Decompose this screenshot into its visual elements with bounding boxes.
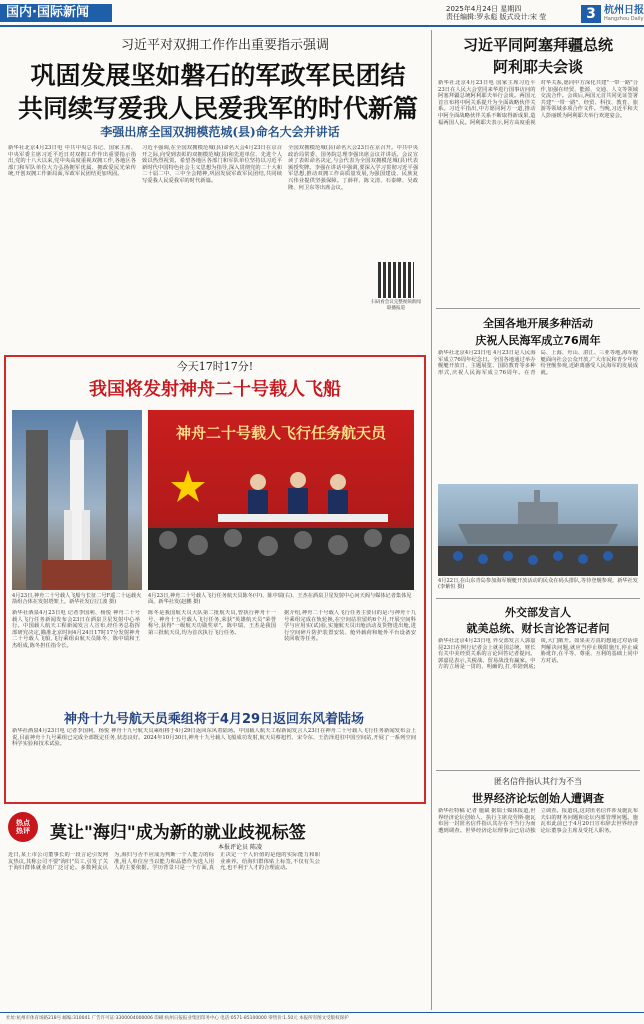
lead-subtitle: 李强出席全国双拥模范城(县)命名大会并讲话 [100,125,340,139]
r3-title-line1: 外交部发言人 [505,606,571,619]
r2-title-line1: 全国各地开展多种活动 [483,317,593,330]
shenzhou-body-col3: 据介绍,神舟二十号载人飞行任务主要目的是:与神舟十九号乘组完成在轨轮换,在空间站驻留约6个月,开展空间科学与应用实(试)验,实施航天员出舱活动及货物进出舱,进行空间碎片防护装置安装、舱外载荷和舱外平台设备安装回收等任务。 [284,610,416,643]
lead-body-col2: 习近平强调,在全国双拥模范城(县)命名大会4月23日在京召开之际,向受到表彰的双拥模范城(县)和先进单位、先进个人致以热烈祝贺。希望各地区各部门和军队单位坚持以习近平新时代中国特色社会主义思想为指导,深入贯彻党的二十大和二十届二中、三中全会精神,巩固发展军政军民团结,共同续写爱我人民爱我军的时代新篇。 [142,145,282,184]
r4-body: 新华社特稿 记者 施斌 据瑞士媒体报道,世界经济论坛创始人、执行主席克劳斯·施瓦布因一封匿名信件指认其存在不当行为而遭到调查。世界经济论坛理事会已启动独立调查。报道说,这封匿名信件涉及施瓦布夫妇的财务问题和论坛内部管理问题。施瓦布此前已于4月20日宣布辞去世界经济论坛董事会主席及受托人职务。 [438,808,638,834]
page-footer: 社址:杭州市体育场路218号 邮编:310041 广告许可证:3300004000006 印刷:杭州日报报业集团印务中心 电话:0571-85100000 零售价:1.50元 本报所有图文受版权保护 [0,1012,644,1024]
page-number: 3 [581,5,601,23]
navy-photo [438,484,638,576]
haigui-title: 莫让"海归"成为新的就业歧视标签 [50,823,306,843]
rocket-photo [12,410,142,590]
qr-code[interactable] [378,262,414,298]
r3-body: 新华社北京4月23日电 外交部发言人郭嘉昆23日在例行记者会上就美国总统、财长有关中美经贸关系的言论回答记者提问。郭嘉昆表示,关税战、贸易战没有赢家。中方的立场是一贯的、明确的,打,奉陪到底;谈,大门敞开。如果美方真的想通过对话谈判解决问题,就应当停止极限施压,停止威胁讹诈,在平等、尊重、互利的基础上同中方对话。 [438,638,638,671]
astronaut-meeting-photo [148,410,414,590]
shenzhou-body-col2: 陈冬是我国航天员大队第二批航天员,曾执行神舟十一号、神舟十五号载人飞行任务,荣获"英雄航天员"荣誉称号,获得"一级航天功勋奖章"。陈中瑞、王杰是我国第三批航天员,均为首次执行飞行任务。 [148,610,276,636]
lead-title-line2: 共同续写爱我人民爱我军的时代新篇 [17,94,418,123]
header-rule [0,25,644,27]
rocket-photo-caption: 4月23日,神舟二十号载人飞船与长征二号F遥二十运载火箭组合体在发射塔架上。新华社发(汪江波 摄) [12,593,142,606]
header-editors: 责任编辑:罗永彪 版式设计:宋 莹 [446,13,547,21]
r1-divider [436,308,640,309]
page-header [0,0,644,24]
hot-commentary-badge: 热点 热评 [8,812,38,842]
haigui-byline: 本报评论员 陈凌 [218,844,262,851]
shenzhou-kicker: 今天17时17分! [176,360,254,373]
lead-body-col3: 全国双拥模范城(县)命名大会23日在京召开。中共中央政治局常委、国务院总理李强出席会议并讲话。会议宣读了表彰命名决定,与会代表为全国双拥模范城(县)代表颁授奖牌。李强在讲话中强调,要深入学习贯彻习近平强军思想,推动双拥工作高质量发展,为强国建设、民族复兴伟业提供坚强保障。丁薛祥、陈文清、石泰峰、吴政隆、何卫东等出席会议。 [288,145,418,191]
r1-title-line2: 阿利耶夫会谈 [492,58,583,76]
r3-divider [436,770,640,771]
column-divider [431,30,432,1010]
r1-body: 新华社北京4月23日电 国家主席习近平23日在人民大会堂同来华进行国事访问的阿塞拜疆总统阿利耶夫举行会谈。两国元首宣布将中阿关系提升为全面战略伙伴关系。习近平指出,中方愿同阿方一道,推动中阿全面战略伙伴关系不断取得新成果,造福两国人民。阿利耶夫表示,阿方高度重视对华关系,愿同中方深化共建"一带一路"合作,加强在经贸、能源、交通、人文等领域交流合作。会谈后,两国元首共同见证签署共建"一带一路"、经贸、科技、教育、旅游等领域多项合作文件。当晚,习近平和夫人彭丽媛为阿利耶夫举行欢迎宴会。 [438,80,638,126]
r4-title: 世界经济论坛创始人遭调查 [472,792,604,805]
navy-photo-caption: 4月22日,在山东青岛参加海军舰艇开放活动的民众在码头排队,等待登舰参观。新华社发(李紫恒 摄) [438,578,638,591]
qr-caption: 扫码看会议完整视频新闻联播报道 [371,300,421,311]
mission-banner: 神舟二十号载人飞行任务航天员 [175,424,386,442]
r3-title-line2: 就美总统、财长言论答记者问 [466,622,610,635]
section-tab: 国内·国际新闻 [0,4,112,22]
return-body: 新华社酒泉4月23日电 记者李国利、杨悦 神舟十九号航天员乘组将于4月29日返回东风着陆场。中国载人航天工程新闻发言人23日在神舟二十号载人飞行任务新闻发布会上说,目前神舟十九号乘组已完成全部既定任务,状态良好。2024年10月30日,神舟十九号载人飞船成功发射,航天员蔡旭哲、宋令东、王浩泽进驻中国空间站,开展了一系列空间科学实验和技术试验。 [12,728,416,748]
r2-title-line2: 庆祝人民海军成立76周年 [475,334,601,347]
r1-title-line1: 习近平同阿塞拜疆总统 [462,36,613,54]
return-title: 神舟十九号航天员乘组将于4月29日返回东风着陆场 [63,712,365,727]
shenzhou-title: 我国将发射神舟二十号载人飞船 [89,379,341,400]
r4-kicker: 匿名信件指认其行为不当 [494,777,582,786]
lead-kicker: 习近平对双拥工作作出重要指示强调 [120,38,329,53]
r2-divider [436,598,640,599]
lead-body-col1: 新华社北京4月23日电 中共中央总书记、国家主席、中央军委主席习近平近日对双拥工作作出重要指示指出,党的十八大以来,党中央高度重视双拥工作,各地区各部门和军队单位大力弘扬拥军优属、拥政爱民光荣传统,开创双拥工作新局面,军政军民团结更加巩固。 [8,145,136,178]
lead-title-line1: 巩固发展坚如磐石的军政军民团结 [30,61,406,90]
haigui-body: 近日,某上市公司董事长的一段言论引发网友热议,其称公司不要"海归"员工,引发了关于海归群体就业的广泛讨论。多数网友认为,海归与否不应成为判断一个人能力的标准,用人单位应当以能力和品德作为选人用人的主要依据。学历背景只是一个方面,真正决定一个人价值的是他的实际能力和职业素养。给海归群体贴上标签,不仅有失公允,也不利于人才的合理流动。 [8,852,320,872]
astronaut-photo-caption: 4月23日,神舟二十号载人飞行任务航天员陈冬(中)、陈中瑞(右)、王杰在酒泉卫星发射中心问天阁与媒体记者集体见面。新华社发(赵鹏 摄) [148,593,412,606]
header-meta [446,5,576,21]
header-date: 2025年4月24日 星期四 [446,5,522,13]
r2-body: 新华社北京4月23日电 4月23日是人民海军成立76周年纪念日。全国各地通过举办舰艇开放日、主题展览、国防教育等多种形式,庆祝人民海军成立76周年。在青岛、上海、舟山、湛江、三亚等地,海军舰艇面向社会公众开放,广大市民和青少年纷纷登舰参观,近距离感受人民海军的发展成就。 [438,350,638,376]
shenzhou-body-col1: 新华社酒泉4月23日电 记者李国利、杨悦 神舟二十号载人飞行任务新闻发布会23日在酒泉卫星发射中心举行。中国载人航天工程新闻发言人宣布,经任务总指挥部研究决定,瞄准北京时间4月24日17时17分发射神舟二十号载人飞船,飞行乘组由航天员陈冬、陈中瑞和王杰组成,陈冬担任指令长。 [12,610,140,649]
newspaper-logo: 杭州日报 Hangzhou Daily [604,5,644,22]
